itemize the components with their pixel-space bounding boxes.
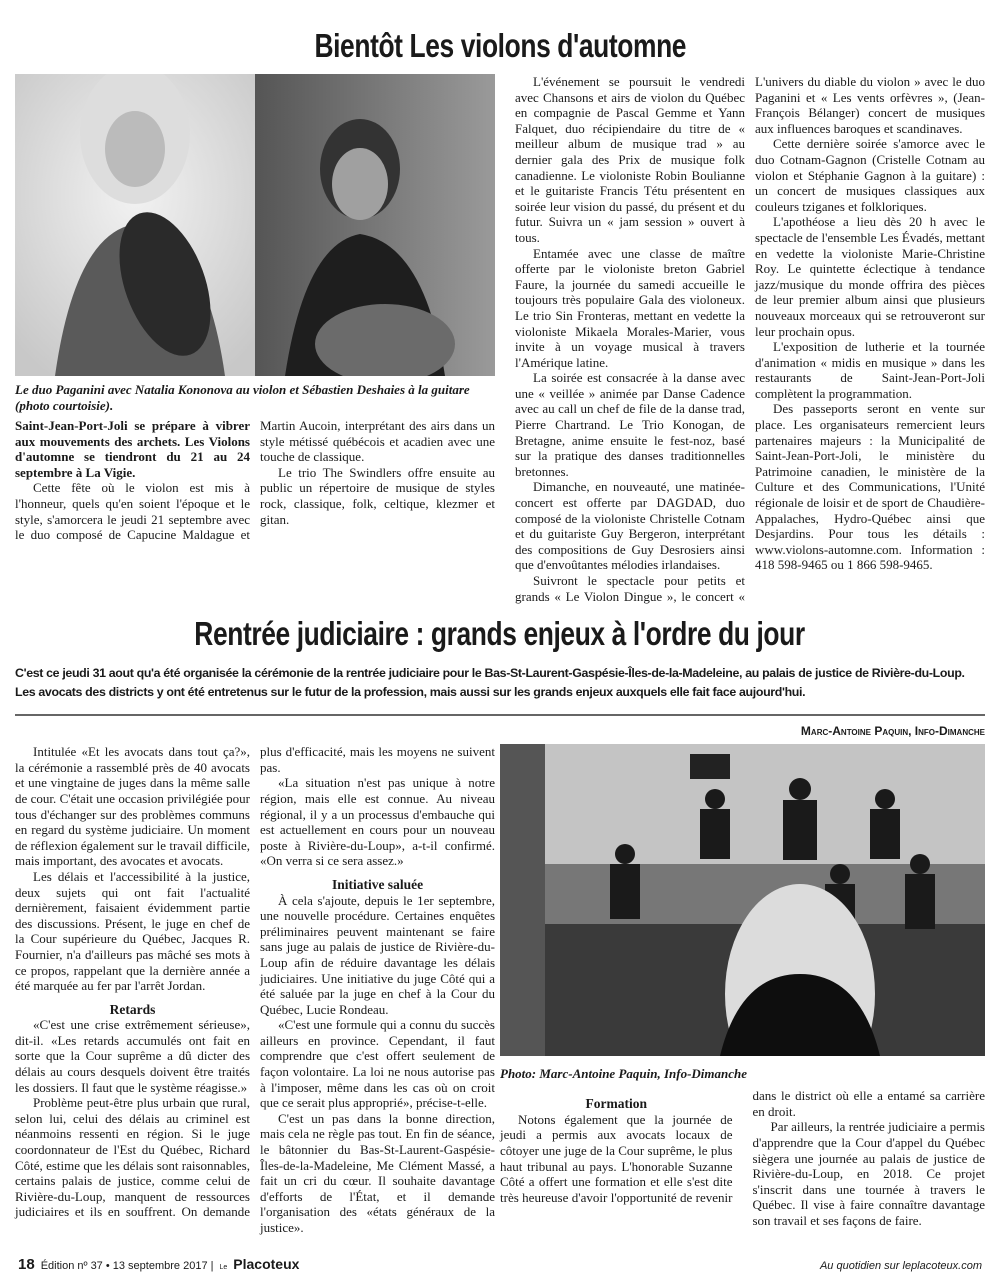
- edition-info: Édition nº 37 • 13 septembre 2017 |: [40, 1259, 214, 1272]
- article1-paragraph: La soirée est consacrée à la danse avec une « veillée » animée par Danse Cadence avec au call un chef de file de la danse trad, Pierre Chartrand. Le Trio Konogan, de Bretagne, anime ensuite le fest-noz, basé sur la pratique des danses traditionnelles bretonnes.: [515, 370, 745, 479]
- article1-paragraph: Entamée avec une classe de maître offerte par le violoniste breton Gabriel Faure, la journée du samedi accueille le toujours très populaire Gala des violoneux. Le trio Sin Fronteras, mettant en vedette la violoniste Mikaela Morales-Marier, vous invite à un voyage musical à travers l'Amérique latine.: [515, 245, 745, 370]
- article2-paragraph: «C'est une crise extrêmement sérieuse», dit-il. «Les retards accumulés ont fait en sorte que la Cour suprême a dû dicter des délais au cours desquels doivent être traités les dossiers. Il faut que le système réagisse.»: [15, 1017, 250, 1095]
- article1-paragraph: Le trio The Swindlers offre ensuite au public un répertoire de musique de styles rock, classique, folk, celtique, klezmer et gitan.: [260, 464, 495, 527]
- article1-body: [15, 74, 985, 604]
- byline: Marc-Antoine Paquin, Info-Dimanche: [800, 724, 985, 739]
- website-tagline[interactable]: Au quotidien sur leplacoteux.com: [819, 1259, 982, 1272]
- subhead-initiative: Initiative saluée: [331, 876, 424, 892]
- divider: [15, 714, 985, 716]
- article2-body: [15, 744, 985, 1235]
- article2-paragraph: À cela s'ajoute, depuis le 1er septembre, une nouvelle procédure. Certaines enquêtes préliminaires peuvent maintenant se faire sans juge au palais de justice de Rivière-du-Loup afin de réduire davantage les délais judiciaires. Une initiative du juge Côté qui a été saluée par la juge en chef à la Cour du Québec, Lucie Rondeau.: [260, 892, 495, 1017]
- article1-paragraph: Suivront le spectacle pour petits et grands « Le Violon Dingue », le concert « L'univers du diable du violon » avec le duo Paganini et « Les vents orfèvres », (Jean-François Bélanger) concert de musiques aux influences baroques et scandinaves.: [515, 74, 985, 604]
- article1-paragraph: Dimanche, en nouveauté, une matinée-concert est offerte par DAGDAD, duo composé de la violoniste Christelle Cotnam et du guitariste Guy Bergeron, interprétant des compositions de Guy Desrosiers ainsi que d'envoûtantes mélodies irlandaises.: [515, 479, 745, 573]
- article2-paragraph: «La situation n'est pas unique à notre région, mais elle est connue. Au niveau régional, il y a un processus d'embauche qui est actuellement en cours pour un nouveau poste à Rivière-du-Loup», a-t-il confirmé. «On verra si ce sera assez.»: [260, 775, 495, 869]
- subhead-formation: Formation: [585, 1096, 647, 1112]
- article2-paragraph: Intitulée «Et les avocats dans tout ça?», la cérémonie a rassemblé près de 40 avocats et une vingtaine de juges dans la même salle de cour. C'était une occasion privilégiée pour tous d'échanger sur des problèmes communs en regard du système judiciaire. Un moment de réflexion également sur le travail difficile, mais important, des avocates et avocats.: [15, 744, 250, 869]
- article2-paragraph: Notons également que la journée de jeudi a permis aux avocats locaux de côtoyer une juge de la Cour suprême, le plus haut tribunal au pays. L'honorable Suzanne Côté a offert une formation et elle s'est dite très heureuse d'avoir l'opportunité de revenir dans le district où elle a entamé sa carrière en droit.: [500, 1088, 985, 1205]
- subhead-retards: Retards: [109, 1001, 156, 1017]
- article1-left: [15, 74, 495, 543]
- article1-paragraph: L'événement se poursuit le vendredi avec Chansons et airs de violon du Québec en compagnie de Pascal Gemme et Yann Falquet, duo récipiendaire du titre de « meilleur album de musique trad » au dernier gala des Prix de musique folk canadienne. Le violoniste Robin Boulianne et le guitariste Francis Tétu présentent en soirée leur vision du passé, du présent et du futur. Suivra un « jam session » ouvert à tous.: [515, 74, 745, 245]
- article2-right: [500, 744, 985, 1228]
- page-footer: [15, 1256, 985, 1283]
- photo-caption: Le duo Paganini avec Natalia Kononova au violon et Sébastien Deshaies à la guitare (photo courtoisie).: [15, 382, 470, 413]
- photo-illustration: [15, 74, 495, 376]
- article2-paragraph: Par ailleurs, la rentrée judiciaire a permis d'apprendre que la Cour d'appel du Québec siègera une journée au palais de justice de Rivière-du-Loup, en 2018. Ce projet s'inscrit dans une tournée à travers le Québec. Il vise à faire connaître davantage son travail et ses façons de faire.: [752, 1119, 985, 1228]
- article1-columns-left: [15, 418, 495, 543]
- article1-lead: Saint-Jean-Port-Joli se prépare à vibrer aux mouvements des archets. Les Violons d'automne se tiendront du 21 au 24 septembre à La Vigie.: [15, 418, 250, 480]
- article1-paragraph: Des passeports seront en vente sur place. Les organisateurs remercient leurs partenaires majeurs : la Municipalité de Saint-Jean-Port-Joli, le ministère du Patrimoine canadien, le ministère de la Culture et des Communications, l'Unité régionale de loisir et de sport de Chaudière-Appalaches, Hydro-Québec ainsi que Desjardins. Pour tous les détails : www.violons-automne.com. Information : 418 598-9465 ou 1 866 598-9465.: [755, 401, 985, 573]
- article1-paragraph: Cette fête où le violon est mis à l'honneur, quels qu'en soient l'époque et le style, s'amorcera le jeudi 21 septembre avec le duo composé de Capucine Maldague et Martin Aucoin, interprétant des airs dans un style métissé québécois et acadien avec une touche de classique.: [15, 418, 495, 543]
- footer-left: [18, 1256, 299, 1273]
- article2-headline: Rentrée judiciaire : grands enjeux à l'ordre du jour: [194, 615, 806, 653]
- article1-headline: Bientôt Les violons d'automne: [314, 27, 686, 64]
- photo-illustration: [500, 744, 985, 1056]
- article2-columns-right: [500, 1088, 985, 1228]
- page-number: 18: [18, 1255, 35, 1273]
- photo-credit: Photo: Marc-Antoine Paquin, Info-Dimanche: [500, 1066, 748, 1082]
- duo-paganini-photo: [15, 74, 495, 376]
- article1-paragraph: L'exposition de lutherie et la tournée d'animation « midis en musique » dans les restaurants de Saint-Jean-Port-Joli complètent la programmation.: [755, 339, 985, 401]
- article2-paragraph: «C'est une formule qui a connu du succès ailleurs en province. Cependant, il faut comprendre que c'est offert seulement de façon volontaire. La loi ne nous autorise pas à l'imposer, même dans les cas où on croit que ce serait plus approprié», précise-t-elle.: [260, 1017, 495, 1111]
- courtroom-photo: [500, 744, 985, 1056]
- article1-columns-right: [515, 74, 985, 604]
- article2-paragraph: Problème peut-être plus urbain que rural, selon lui, celui des délais au criminel est néanmoins ressenti en région. Si le juge coordonnateur de l'Est du Québec, Richard Côté, estime que les délais sont raisonnables, certains palais de justice, comme celui de Rivière-du-Loup, manquent de ressources judiciaires et ils en souffrent. On demande plus d'efficacité, mais les moyens ne suivent pas.: [15, 744, 495, 1220]
- article2-columns-left: [15, 744, 495, 1235]
- article2-paragraph: Les délais et l'accessibilité à la justice, deux sujets qui ont fait l'actualité dernièrement, faisaient évidemment partie des discussions. Présent, le juge en chef de la Cour supérieure du Québec, Jacques R. Fournier, n'a d'ailleurs pas mâché ses mots à ce propos, rappelant que la dernière année a été marquée au fer par l'arrêt Jordan.: [15, 868, 250, 994]
- article2-paragraph: C'est un pas dans la bonne direction, mais cela ne règle pas tout. En fin de séance, le bâtonnier du Bas-St-Laurent-Gaspésie-Îles-de-la-Madeleine, Me Clément Massé, a fait un cri du cœur. Il souhaite davantage d'efforts de l'État, et il demande l'organisation des «états généraux de la justice».: [260, 1110, 495, 1235]
- article1-paragraph: Cette dernière soirée s'amorce avec le duo Cotnam-Gagnon (Cristelle Cotnam au violon et Stéphanie Gagnon à la guitare) : un concert de musiques classiques aux couleurs tziganes et folkloriques.: [755, 136, 985, 214]
- article1-paragraph: L'apothéose a lieu dès 20 h avec le spectacle de l'ensemble Les Évadés, mettant en vedette la violoniste Marie-Christine Roy. Le quintette éclectique à tendance jazz/musique du monde offrira des pièces de leur premier album ainsi que plusieurs nouveaux morceaux qui se retrouveront sur leur prochain opus.: [755, 214, 985, 339]
- logo-prefix: Le: [219, 1263, 228, 1271]
- placoteux-logo: Placoteux: [233, 1255, 300, 1272]
- article2-intro: C'est ce jeudi 31 aout qu'a été organisée la cérémonie de la rentrée judiciaire pour le Bas-St-Laurent-Gaspésie-Îles-de-la-Madeleine, au palais de justice de Rivière-du-Loup. Les avocats des districts y ont été entretenus sur le futur de la profession, mais aussi sur les grands enjeux auxquels elle fait face aujourd'hui.: [15, 666, 965, 700]
